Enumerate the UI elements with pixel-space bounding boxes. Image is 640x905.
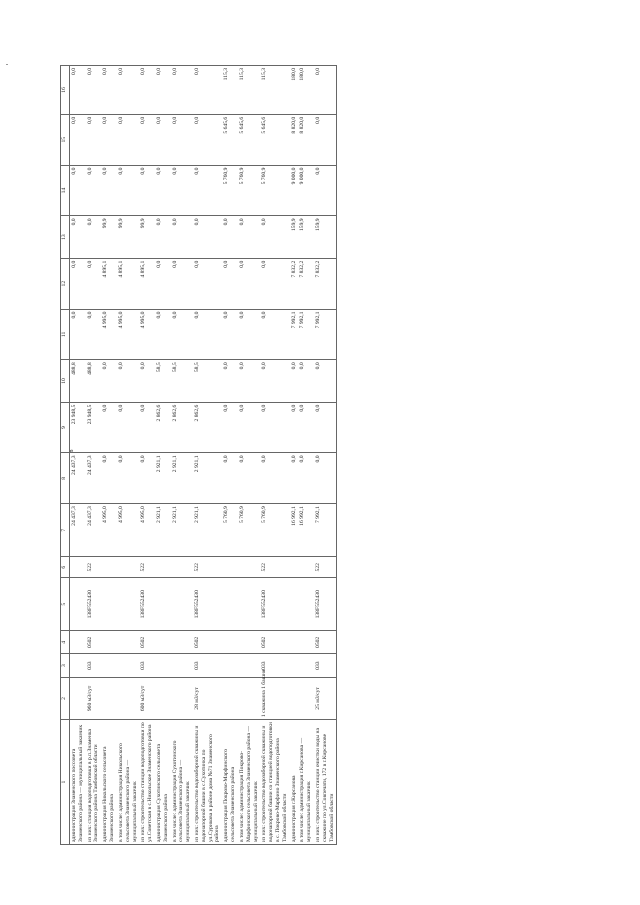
cell-col-3 [222, 654, 238, 677]
cell-col-14: 5 760,9 [260, 165, 289, 216]
cell-col-13: 0,0 [70, 216, 86, 258]
table-row [70, 66, 86, 845]
cell-col-3: 033 [139, 654, 155, 677]
cell-col-13: 0,0 [155, 216, 171, 258]
cell-col-16: 0,0 [171, 66, 193, 115]
cell-col-4 [298, 631, 314, 654]
cell-col-7: 5 760,9 [260, 504, 289, 557]
cell-col-2 [222, 677, 238, 719]
cell-col-11: 4 995,0 [139, 309, 155, 360]
cell-col-16: 0,0 [314, 66, 337, 115]
table-row [101, 66, 117, 845]
row-name-cell: из них: строительство станции водоподготовки по ул.Советская в с.Никольское Знаменского района [139, 720, 155, 845]
cell-col-9: 0,0 [222, 402, 238, 453]
column-number-1: 1 [61, 720, 70, 845]
cell-col-9: 0,0 [260, 402, 289, 453]
table-row [117, 66, 139, 845]
cell-col-3: 033 [260, 654, 289, 677]
cell-col-6 [298, 557, 314, 578]
cell-col-8: 0,0 [222, 453, 238, 504]
cell-col-4 [101, 631, 117, 654]
column-number-8: 8 [61, 453, 70, 504]
row-name-cell: из них: строительство станции очистки воды на скважине по ул.Совпечати, 172 в г.Кирсанове Тамбовской области [314, 720, 337, 845]
cell-col-14: 5 760,9 [222, 165, 238, 216]
cell-col-14: 0,0 [117, 165, 139, 216]
cell-col-15: 8 820,0 [290, 114, 299, 165]
cell-col-4: 0502 [139, 631, 155, 654]
cell-col-4: 0502 [314, 631, 337, 654]
page-number: 8 [69, 449, 75, 453]
table-row [193, 66, 222, 845]
cell-col-8: 0,0 [260, 453, 289, 504]
cell-col-12: 0,0 [260, 258, 289, 309]
cell-col-4 [171, 631, 193, 654]
cell-col-6: 522 [139, 557, 155, 578]
table-row [86, 66, 102, 845]
column-number-15: 15 [61, 114, 70, 165]
cell-col-8: 0,0 [290, 453, 299, 504]
budget-table [60, 65, 337, 845]
cell-col-8: 0,0 [238, 453, 260, 504]
cell-col-11: 0,0 [260, 309, 289, 360]
cell-col-13: 99,9 [117, 216, 139, 258]
column-number-row [61, 66, 70, 845]
cell-col-8: 2 921,1 [171, 453, 193, 504]
cell-col-12: 0,0 [222, 258, 238, 309]
cell-col-7: 16 992,1 [298, 504, 314, 557]
cell-col-6 [222, 557, 238, 578]
cell-col-14: 0,0 [171, 165, 193, 216]
cell-col-6: 522 [260, 557, 289, 578]
row-name-cell: из них: строительство водозаборной скважины и водонапорной башни в с.Сухотинка по ул.Сурикова в районе дома №71 Знаменского района [193, 720, 222, 845]
cell-col-2: 25 м3/сут [314, 677, 337, 719]
cell-col-10: 0,0 [101, 360, 117, 402]
cell-col-8: 24 437,3 [70, 453, 86, 504]
cell-col-14: 0,0 [139, 165, 155, 216]
cell-col-2: 1 скважина 1 башня [260, 677, 289, 719]
cell-col-10: 0,0 [260, 360, 289, 402]
cell-col-13: 159,9 [314, 216, 337, 258]
cell-col-4 [70, 631, 86, 654]
cell-col-9: 0,0 [314, 402, 337, 453]
cell-col-9: 23 948,5 [86, 402, 102, 453]
column-number-5: 5 [61, 578, 70, 631]
cell-col-6 [101, 557, 117, 578]
cell-col-15: 0,0 [171, 114, 193, 165]
cell-col-8: 0,0 [117, 453, 139, 504]
cell-col-9: 2 862,6 [193, 402, 222, 453]
cell-col-11: 4 995,0 [101, 309, 117, 360]
cell-col-10: 488,8 [70, 360, 86, 402]
column-number-12: 12 [61, 258, 70, 309]
table-row [222, 66, 238, 845]
cell-col-3: 033 [193, 654, 222, 677]
cell-col-3 [70, 654, 86, 677]
cell-col-2 [70, 677, 86, 719]
cell-col-11: 0,0 [155, 309, 171, 360]
cell-col-8: 0,0 [314, 453, 337, 504]
rotated-table-stage [60, 65, 510, 845]
cell-col-12: 4 895,1 [117, 258, 139, 309]
cell-col-7: 2 921,1 [193, 504, 222, 557]
column-number-16: 16 [61, 66, 70, 115]
cell-col-3 [155, 654, 171, 677]
cell-col-10: 0,0 [298, 360, 314, 402]
cell-col-16: 0,0 [86, 66, 102, 115]
cell-col-3 [117, 654, 139, 677]
cell-col-2: 600 м3/сут [139, 677, 155, 719]
cell-col-12: 7 832,2 [290, 258, 299, 309]
cell-col-8: 0,0 [139, 453, 155, 504]
cell-col-10: 0,0 [117, 360, 139, 402]
cell-col-4 [290, 631, 299, 654]
cell-col-9: 0,0 [117, 402, 139, 453]
table-body [70, 66, 337, 845]
column-number-4: 4 [61, 631, 70, 654]
cell-col-15: 0,0 [86, 114, 102, 165]
cell-col-7: 24 437,3 [70, 504, 86, 557]
cell-col-11: 0,0 [193, 309, 222, 360]
scan-mark [6, 64, 8, 65]
cell-col-15: 0,0 [139, 114, 155, 165]
row-name-cell: администрация г.Кирсанова [290, 720, 299, 845]
cell-col-9: 0,0 [238, 402, 260, 453]
cell-col-13: 159,9 [290, 216, 299, 258]
cell-col-16: 0,0 [117, 66, 139, 115]
cell-col-14: 0,0 [101, 165, 117, 216]
cell-col-11: 0,0 [70, 309, 86, 360]
cell-col-2: 28 м3/сут [193, 677, 222, 719]
row-name-cell: в том числе: администрация Никольского сельсовета Знаменского района — муниципальный заказчик [117, 720, 139, 845]
cell-col-6 [70, 557, 86, 578]
cell-col-12: 7 832,2 [298, 258, 314, 309]
cell-col-12: 0,0 [238, 258, 260, 309]
cell-col-9: 0,0 [290, 402, 299, 453]
cell-col-7: 4 995,0 [101, 504, 117, 557]
table-row [139, 66, 155, 845]
cell-col-3 [101, 654, 117, 677]
cell-col-11: 0,0 [86, 309, 102, 360]
table-row [290, 66, 299, 845]
cell-col-4 [155, 631, 171, 654]
cell-col-16: 0,0 [101, 66, 117, 115]
cell-col-13: 0,0 [238, 216, 260, 258]
column-number-10: 10 [61, 360, 70, 402]
cell-col-7: 2 921,1 [155, 504, 171, 557]
cell-col-10: 0,0 [290, 360, 299, 402]
cell-col-15: 0,0 [101, 114, 117, 165]
cell-col-4 [117, 631, 139, 654]
cell-col-2 [101, 677, 117, 719]
cell-col-13: 99,9 [101, 216, 117, 258]
cell-col-16: 0,0 [193, 66, 222, 115]
cell-col-13: 0,0 [171, 216, 193, 258]
cell-col-15: 0,0 [155, 114, 171, 165]
cell-col-14: 0,0 [70, 165, 86, 216]
cell-col-10: 58,5 [171, 360, 193, 402]
cell-col-7: 16 992,1 [290, 504, 299, 557]
table-row [238, 66, 260, 845]
cell-col-10: 0,0 [139, 360, 155, 402]
cell-col-12: 0,0 [70, 258, 86, 309]
cell-col-15: 5 645,6 [222, 114, 238, 165]
cell-col-3: 033 [314, 654, 337, 677]
cell-col-12: 4 895,1 [139, 258, 155, 309]
cell-col-7: 2 921,1 [171, 504, 193, 557]
cell-col-5 [117, 578, 139, 631]
cell-col-11: 7 992,1 [298, 309, 314, 360]
cell-col-14: 9 000,0 [290, 165, 299, 216]
cell-col-4 [222, 631, 238, 654]
cell-col-11: 7 992,1 [314, 309, 337, 360]
cell-col-7: 5 760,9 [222, 504, 238, 557]
cell-col-12: 0,0 [155, 258, 171, 309]
cell-col-9: 0,0 [101, 402, 117, 453]
cell-col-9: 2 862,6 [171, 402, 193, 453]
row-name-cell: из них: строительство водозаборной скважины и водонапорной башни со станцией водоподготовки в с. Покрово-Марфино Знаменского района Тамбовской области [260, 720, 289, 845]
cell-col-9: 0,0 [139, 402, 155, 453]
cell-col-5: 138F552430 [86, 578, 102, 631]
cell-col-12: 0,0 [86, 258, 102, 309]
cell-col-13: 0,0 [260, 216, 289, 258]
column-number-3: 3 [61, 654, 70, 677]
cell-col-16: 0,0 [70, 66, 86, 115]
cell-col-12: 4 895,1 [101, 258, 117, 309]
cell-col-7: 24 437,3 [86, 504, 102, 557]
cell-col-5 [222, 578, 238, 631]
cell-col-2 [155, 677, 171, 719]
cell-col-12: 0,0 [193, 258, 222, 309]
cell-col-2 [238, 677, 260, 719]
table-row [260, 66, 289, 845]
cell-col-14: 0,0 [314, 165, 337, 216]
cell-col-15: 5 645,6 [238, 114, 260, 165]
row-name-cell: в том числе: администрация г.Кирсанова — муниципальный заказчик [298, 720, 314, 845]
cell-col-10: 488,8 [86, 360, 102, 402]
column-number-13: 13 [61, 216, 70, 258]
cell-col-5 [155, 578, 171, 631]
cell-col-15: 0,0 [193, 114, 222, 165]
row-name-cell: администрация Покрово-Марфинского сельсовета Знаменского района [222, 720, 238, 845]
cell-col-5: 138F552430 [193, 578, 222, 631]
cell-col-9: 2 862,6 [155, 402, 171, 453]
row-name-cell: в том числе: администрация Сухотинского сельсовета Знаменского района — муниципальный заказчик [171, 720, 193, 845]
cell-col-14: 9 000,0 [298, 165, 314, 216]
cell-col-8: 2 921,1 [193, 453, 222, 504]
cell-col-8: 2 921,1 [155, 453, 171, 504]
cell-col-2 [290, 677, 299, 719]
row-name-cell: администрация Знаменского поссовета Знаменского района — муниципальный заказчик [70, 720, 86, 845]
cell-col-16: 180,0 [298, 66, 314, 115]
cell-col-6 [290, 557, 299, 578]
cell-col-15: 0,0 [70, 114, 86, 165]
cell-col-2 [117, 677, 139, 719]
cell-col-15: 0,0 [314, 114, 337, 165]
row-name-cell: в том числе: администрация Покрово-Марфинского сельсовета Знаменского района — муниципальный заказчик [238, 720, 260, 845]
table-row [155, 66, 171, 845]
cell-col-5: 138F552430 [260, 578, 289, 631]
cell-col-16: 0,0 [155, 66, 171, 115]
cell-col-7: 5 760,9 [238, 504, 260, 557]
row-name-cell: администрация Сухотинского сельсовета Знаменского района [155, 720, 171, 845]
cell-col-6 [155, 557, 171, 578]
cell-col-10: 0,0 [222, 360, 238, 402]
cell-col-15: 5 645,6 [260, 114, 289, 165]
cell-col-11: 7 992,1 [290, 309, 299, 360]
cell-col-7: 4 995,0 [117, 504, 139, 557]
cell-col-16: 115,3 [260, 66, 289, 115]
cell-col-5 [290, 578, 299, 631]
table-row [171, 66, 193, 845]
cell-col-16: 115,3 [222, 66, 238, 115]
cell-col-10: 0,0 [238, 360, 260, 402]
cell-col-13: 0,0 [193, 216, 222, 258]
cell-col-16: 180,0 [290, 66, 299, 115]
cell-col-2 [171, 677, 193, 719]
cell-col-8: 0,0 [298, 453, 314, 504]
cell-col-13: 0,0 [86, 216, 102, 258]
cell-col-5 [101, 578, 117, 631]
cell-col-4: 0502 [260, 631, 289, 654]
cell-col-9: 0,0 [298, 402, 314, 453]
cell-col-11: 4 995,0 [117, 309, 139, 360]
cell-col-5 [171, 578, 193, 631]
cell-col-10: 58,5 [193, 360, 222, 402]
cell-col-4 [238, 631, 260, 654]
cell-col-6 [238, 557, 260, 578]
cell-col-3 [171, 654, 193, 677]
cell-col-4: 0502 [86, 631, 102, 654]
cell-col-2: 960 м3/сут [86, 677, 102, 719]
cell-col-9: 23 948,5 [70, 402, 86, 453]
column-number-9: 9 [61, 402, 70, 453]
cell-col-8: 0,0 [101, 453, 117, 504]
column-number-2: 2 [61, 677, 70, 719]
cell-col-14: 0,0 [193, 165, 222, 216]
cell-col-15: 8 820,0 [298, 114, 314, 165]
column-number-11: 11 [61, 309, 70, 360]
row-name-cell: из них: станция водоподготовки в р.п.Знаменка Знаменского района Тамбовской области [86, 720, 102, 845]
cell-col-5: 138F552430 [139, 578, 155, 631]
cell-col-11: 0,0 [222, 309, 238, 360]
cell-col-6 [171, 557, 193, 578]
cell-col-12: 0,0 [171, 258, 193, 309]
cell-col-2 [298, 677, 314, 719]
cell-col-14: 0,0 [86, 165, 102, 216]
cell-col-16: 115,3 [238, 66, 260, 115]
cell-col-10: 58,5 [155, 360, 171, 402]
column-number-14: 14 [61, 165, 70, 216]
cell-col-14: 5 760,9 [238, 165, 260, 216]
cell-col-16: 0,0 [139, 66, 155, 115]
cell-col-3: 033 [86, 654, 102, 677]
row-name-cell: администрация Никольского сельсовета Знаменского района [101, 720, 117, 845]
cell-col-8: 24 437,3 [86, 453, 102, 504]
cell-col-5: 138F552430 [314, 578, 337, 631]
cell-col-10: 0,0 [314, 360, 337, 402]
cell-col-15: 0,0 [117, 114, 139, 165]
cell-col-6: 522 [193, 557, 222, 578]
cell-col-13: 159,9 [298, 216, 314, 258]
cell-col-7: 7 992,1 [314, 504, 337, 557]
column-number-7: 7 [61, 504, 70, 557]
table-row [314, 66, 337, 845]
cell-col-12: 7 832,2 [314, 258, 337, 309]
cell-col-13: 0,0 [222, 216, 238, 258]
column-number-6: 6 [61, 557, 70, 578]
cell-col-3 [238, 654, 260, 677]
cell-col-14: 0,0 [155, 165, 171, 216]
cell-col-5 [298, 578, 314, 631]
cell-col-13: 99,9 [139, 216, 155, 258]
cell-col-11: 0,0 [238, 309, 260, 360]
cell-col-4: 0502 [193, 631, 222, 654]
cell-col-6: 522 [314, 557, 337, 578]
cell-col-6 [117, 557, 139, 578]
cell-col-11: 0,0 [171, 309, 193, 360]
cell-col-5 [238, 578, 260, 631]
cell-col-7: 4 995,0 [139, 504, 155, 557]
table-row [298, 66, 314, 845]
cell-col-5 [70, 578, 86, 631]
cell-col-3 [298, 654, 314, 677]
cell-col-3 [290, 654, 299, 677]
cell-col-6: 522 [86, 557, 102, 578]
